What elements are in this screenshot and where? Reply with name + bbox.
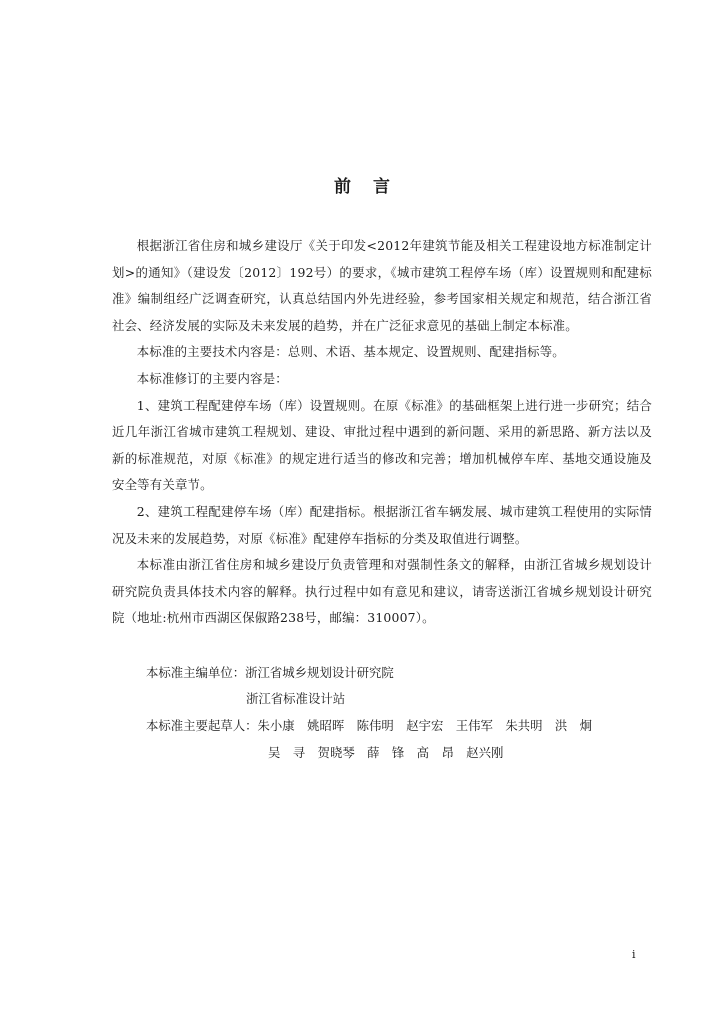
editor-unit-line [146,663,394,681]
drafters-names-2: 吴 寻 贺晓琴 薛 锋 高 昂 赵兴刚 [268,745,504,760]
paragraph-technical-content: 本标准的主要技术内容是：总则、术语、基本规定、设置规则、配建指标等。 [136,344,565,360]
page-number: i [632,948,636,961]
paragraph-revision-heading: 本标准修订的主要内容是： [136,370,288,386]
title-part-1: 前 [334,177,351,197]
editor-unit-1: 浙江省城乡规划设计研究院 [245,665,394,680]
editor-label: 本标准主编单位： [146,665,246,680]
drafters-names-1: 朱小康 姚昭晖 陈伟明 赵宇宏 王伟军 朱共明 洪 炯 [257,718,593,733]
title-part-2: 言 [373,177,390,197]
page-title [0,172,724,197]
drafters-label: 本标准主要起草人： [146,718,258,733]
drafters-line-1 [146,716,592,734]
paragraph-management: 本标准由浙江省住房和城乡建设厅负责管理和对强制性条文的解释，由浙江省城乡规划设计研究院负责具体技术内容的解释。执行过程中如有意见和建议，请寄送浙江省城乡规划设计研究院（地址:杭州市西湖区保俶路238号，邮编：310007）。 [112,557,652,626]
preface-body [112,233,652,632]
editor-unit-2: 浙江省标准设计站 [246,691,346,706]
paragraph-revision-item-2: 2、建筑工程配建停车场（库）配建指标。根据浙江省车辆发展、城市建筑工程使用的实际情况及未来的发展趋势，对原《标准》配建停车指标的分类及取值进行调整。 [112,503,652,546]
paragraph-background: 根据浙江省住房和城乡建设厅《关于印发<2012年建筑节能及相关工程建设地方标准制定计划>的通知》（建设发〔2012〕192号）的要求，《城市建筑工程停车场（库）设置规则和配建标准》编制组经广泛调查研究，认真总结国内外先进经验，参考国家相关规定和规范，结合浙江省社会、经济发展的实际及未来发展的趋势，并在广泛征求意见的基础上制定本标准。 [112,238,652,333]
paragraph-revision-item-1: 1、建筑工程配建停车场（库）设置规则。在原《标准》的基础框架上进行进一步研究；结合近几年浙江省城市建筑工程规划、建设、审批过程中遇到的新问题、采用的新思路、新方法以及新的标准规范，对原《标准》的规定进行适当的修改和完善；增加机械停车库、基地交通设施及安全等有关章节。 [112,397,652,493]
